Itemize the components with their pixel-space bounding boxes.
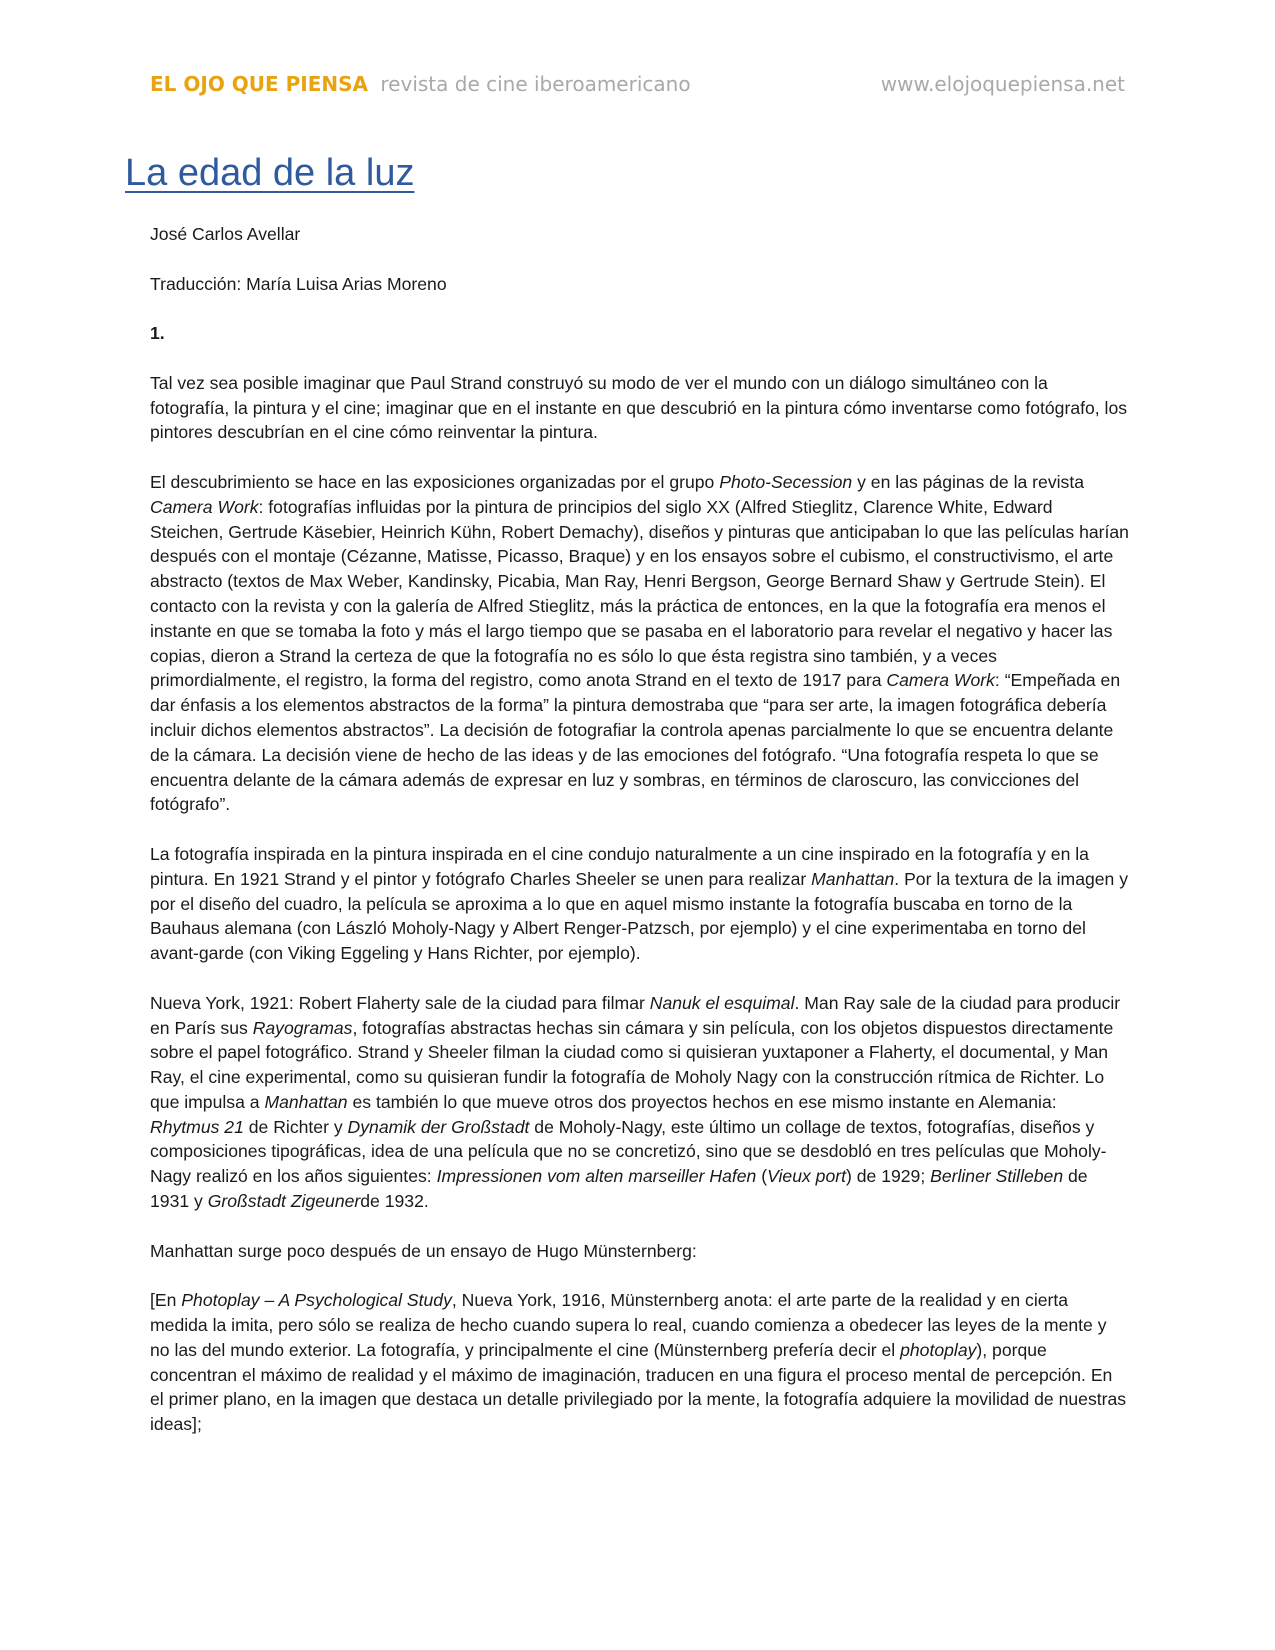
text-run: [En — [150, 1290, 182, 1311]
body-paragraph — [150, 470, 1130, 817]
italic-title: Rayogramas — [252, 1017, 353, 1038]
text-run: ), porque concentran el máximo de realidad y el máximo de imaginación, traducen en una figura el proceso mental de percepción. En el primer plano, en la imagen que destaca un detalle privilegiado por la mente, la fotografía adquiere la movilidad de nuestras ideas]; — [150, 1339, 1127, 1435]
italic-title: Nanuk el esquimal — [649, 992, 795, 1013]
section-number: 1. — [150, 323, 165, 344]
text-run: de Moholy-Nagy, este último un collage de textos, fotografías, diseños y composiciones tipográficas, idea de una película que no se concretizó, sino que se desdobló en tres películas que Moholy-Nagy realizó en los años siguientes: — [150, 1116, 1107, 1187]
italic-title: Dynamik der Großstadt — [347, 1116, 530, 1137]
italic-title: Vieux port — [767, 1166, 846, 1187]
author-name: José Carlos Avellar — [150, 224, 301, 244]
italic-title: Photo-Secession — [719, 471, 853, 492]
body-paragraph — [150, 842, 1130, 966]
text-run: ) de 1929; — [845, 1166, 931, 1187]
article-title[interactable]: La edad de la luz — [125, 152, 415, 194]
text-run: Manhattan surge poco después de un ensayo de Hugo Münsternberg: — [150, 1240, 697, 1261]
page-header — [150, 72, 1125, 102]
text-run: . Man Ray sale de la ciudad para producir en París sus — [150, 992, 1121, 1038]
text-run: Tal vez sea posible imaginar que Paul Strand construyó su modo de ver el mundo con un diálogo simultáneo con la fotografía, la pintura y el cine; imaginar que en el instante en que descubrió en la pintura cómo inventarse como fotógrafo, los pintores descubrían en el cine cómo reinventar la pintura. — [150, 372, 1128, 443]
italic-title: Manhattan — [264, 1091, 348, 1112]
translation-credit: Traducción: María Luisa Arias Moreno — [150, 273, 447, 294]
magazine-name: EL OJO QUE PIENSA — [150, 72, 369, 96]
body-paragraph — [150, 991, 1130, 1214]
body-paragraph — [150, 371, 1130, 445]
body-paragraph — [150, 1239, 1130, 1264]
italic-title: Berliner Stilleben — [930, 1166, 1064, 1187]
body-paragraph — [150, 1288, 1130, 1437]
text-run: . Por la textura de la imagen y por el diseño del cuadro, la película se aproxima a lo que en aquel mismo instante la fotografía buscaba en torno de la Bauhaus alemana (con László Moholy-Nagy y Albert Renger-Patzsch, por ejemplo) y el cine experimentaba en torno del avant-garde (con Viking Eggeling y Hans Richter, por ejemplo). — [150, 868, 1129, 964]
text-run: de 1932. — [360, 1191, 429, 1212]
italic-title: Photoplay – A Psychological Study — [181, 1290, 452, 1311]
text-run: de 1931 y — [150, 1166, 1088, 1212]
website-url: www.elojoquepiensa.net — [880, 72, 1125, 96]
paragraphs-container — [150, 371, 1130, 1437]
italic-title: Großstadt Zigeuner — [207, 1191, 361, 1212]
text-run: es también lo que mueve otros dos proyectos hechos en ese mismo instante en Alemania: — [347, 1091, 1057, 1112]
text-run: ( — [756, 1166, 768, 1187]
text-run: Nueva York, 1921: Robert Flaherty sale de la ciudad para filmar — [150, 992, 650, 1013]
text-run: El descubrimiento se hace en las exposiciones organizadas por el grupo — [150, 471, 720, 492]
text-run: : “Empeñada en dar énfasis a los elementos abstractos de la forma” la pintura demostraba que “para ser arte, la imagen fotográfica debería incluir dichos elementos abstractos”. La decisión de fotografiar la controla apenas parcialmente lo que se encuentra delante de la cámara. La decisión viene de hecho de las ideas y de las emociones del fotógrafo. “Una fotografía respeta lo que se encuentra delante de la cámara además de expresar en luz y sombras, en términos de claroscuro, las convicciones del fotógrafo”. — [150, 670, 1121, 815]
italic-title: Rhytmus 21 — [150, 1116, 244, 1137]
text-run: , fotografías abstractas hechas sin cámara y sin película, con los objetos dispuestos directamente sobre el papel fotográfico. Strand y Sheeler filman la ciudad como si quisieran yuxtaponer a Flaherty, el documental, y Man Ray, el cine experimental, como su quisieran fundir la fotografía de Moholy Nagy con la construcción rítmica de Richter. Lo que impulsa a — [150, 1017, 1114, 1112]
text-run: : fotografías influidas por la pintura de principios del siglo XX (Alfred Stieglitz, Clarence White, Edward Steichen, Gertrude Käsebier, Heinrich Kühn, Robert Demachy), diseños y pinturas que anticipaban lo que las películas harían después con el montaje (Cézanne, Matisse, Picasso, Braque) y en los ensayos sobre el cubismo, el constructivismo, el arte abstracto (textos de Max Weber, Kandinsky, Picabia, Man Ray, Henri Bergson, George Bernard Shaw y Gertrude Stein). El contacto con la revista y con la galería de Alfred Stieglitz, más la práctica de entonces, en la que la fotografía era menos el instante en que se tomaba la foto y más el largo tiempo que se pasaba en el laboratorio para revelar el negativo y hacer las copias, dieron a Strand la certeza de que la fotografía no es sólo lo que ésta registra sino también, y a veces primordialmente, el registro, la forma del registro, como anota Strand en el texto de 1917 para — [150, 496, 1129, 691]
italic-title: Camera Work — [150, 496, 259, 517]
text-run: y en las páginas de la revista — [852, 471, 1085, 492]
text-run: , Nueva York, 1916, Münsternberg anota: el arte parte de la realidad y en cierta medida la imita, pero sólo se realiza de hecho cuando supera lo real, cuando comienza a obedecer las leyes de la mente y no las del mundo exterior. La fotografía, y principalmente el cine (Münsternberg prefería decir el — [150, 1290, 1107, 1360]
text-run: de Richter y — [243, 1116, 348, 1137]
magazine-tagline: revista de cine iberoamericano — [380, 72, 691, 96]
text-run: La fotografía inspirada en la pintura inspirada en el cine condujo naturalmente a un cine inspirado en la fotografía y en la pintura. En 1921 Strand y el pintor y fotógrafo Charles Sheeler se unen para realizar — [150, 843, 1089, 889]
italic-title: Camera Work — [886, 670, 995, 691]
italic-title: photoplay — [900, 1339, 977, 1360]
italic-title: Manhattan — [811, 868, 895, 889]
italic-title: Impressionen vom alten marseiller Hafen — [436, 1166, 757, 1187]
article-body — [150, 222, 1130, 1462]
